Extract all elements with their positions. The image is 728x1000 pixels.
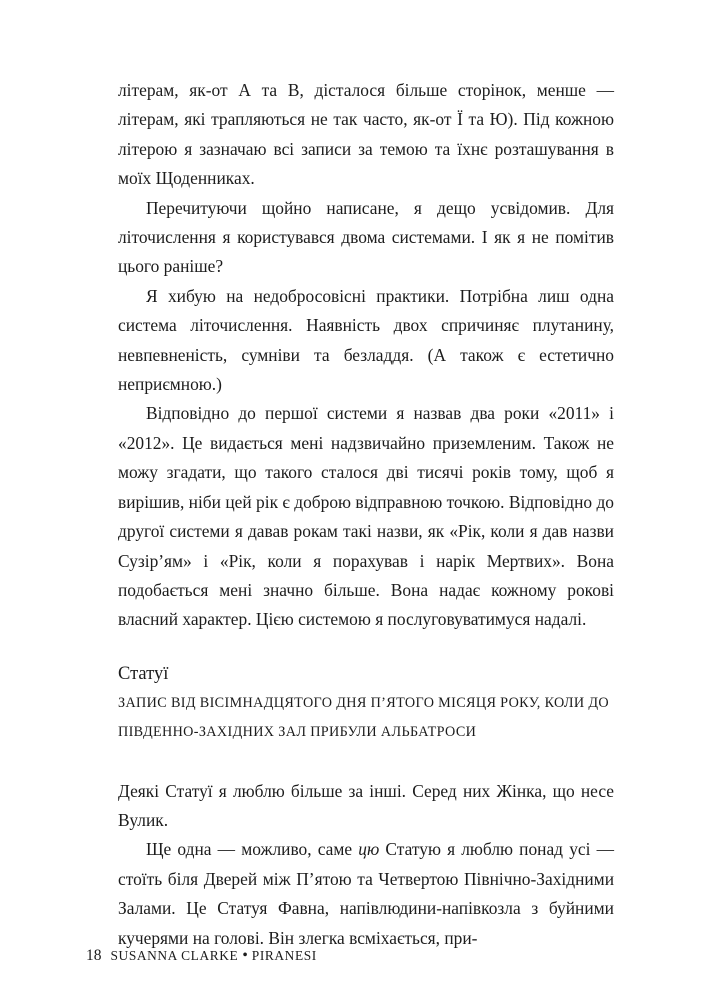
- body-paragraph: літерам, як-от А та В, дісталося більше сторінок, менше — літерам, які трапляються не так часто, як-от Ї та Ю). Під кожною літерою я зазначаю всі записи за темою та їхнє розташування в моїх Щоденниках.: [118, 80, 614, 189]
- entry-paragraph: [118, 835, 614, 953]
- footer-book-title: PIRANESI: [251, 948, 317, 963]
- footer-author: SUSANNA CLARKE: [110, 948, 239, 963]
- body-paragraph: Відповідно до першої системи я назвав два роки «2011» і «2012». Це видається мені надзвичайно приземленим. Також не можу згадати, що такого сталося дві тисячі років тому, щоб я вирішив, ніби цей рік є доброю відправною точкою. Відповідно до другої системи я давав рокам такі назви, як «Рік, коли я дав назви Сузір’ям» і «Рік, коли я порахував і нарік Мертвих». Вона подобається мені значно більше. Вона надає кожному рокові власний характер. Цією системою я послуговуватимуся надалі.: [118, 403, 614, 630]
- entry-emphasis: цю: [358, 839, 380, 860]
- page-number: 18: [86, 947, 102, 964]
- footer-separator: •: [242, 947, 248, 964]
- page-content: [118, 76, 614, 953]
- section-title: Статуї: [118, 663, 169, 684]
- page-footer: [86, 945, 317, 967]
- section-subtitle: ЗАПИС ВІД ВІСІМНАДЦЯТОГО ДНЯ П’ЯТОГО МІСЯЦЯ РОКУ, КОЛИ ДО ПІВДЕННО-ЗАХІДНИХ ЗАЛ ПРИБУЛИ АЛЬБАТРОСИ: [118, 694, 610, 741]
- entry-text: Статую я люблю понад усі — стоїть біля Дверей між П’ятою та Четвертою Північно-Західними Залами. Це Статуя Фавна, напівлюдини-напівкозла з буйними кучерями на голові. Він злегка всміхається, при-: [118, 839, 614, 948]
- body-paragraph: Перечитуючи щойно написане, я дещо усвідомив. Для літочислення я користувався двома системами. І як я не помітив цього раніше?: [118, 197, 614, 277]
- body-paragraph: Я хибую на недобросовісні практики. Потрібна лиш одна система літочислення. Наявність двох спричиняє плутанину, невпевненість, сумніви та безладдя. (А також є естетично неприємною.): [118, 285, 614, 395]
- entry-text: Ще одна — можливо, саме: [146, 839, 359, 860]
- entry-paragraph: Деякі Статуї я люблю більше за інші. Серед них Жінка, що несе Вулик.: [118, 780, 614, 830]
